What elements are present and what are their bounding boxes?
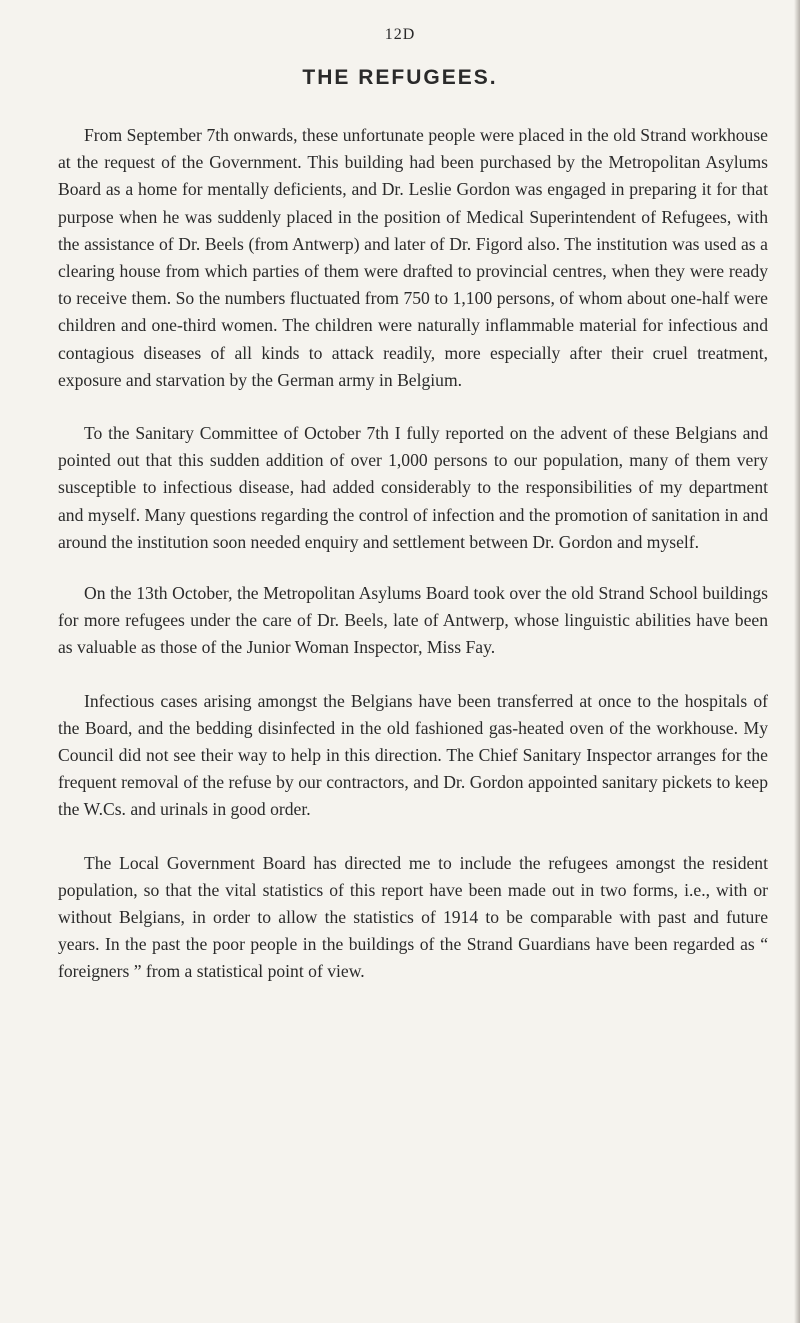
paragraph: The Local Government Board has directed me to include the refugees amongst the resident population, so that the vital statistics of this report have been made out in two forms, i.e., with or without Belgians, in order to allow the statistics of 1914 to be comparable with past and future years. In the past the poor people in the buildings of the Strand Guardians have been regarded as “ foreigners ” from a statistical point of view.: [58, 852, 768, 982]
page-edge-shadow: [794, 0, 800, 1323]
paragraph: To the Sanitary Committee of October 7th I fully reported on the advent of these Belgians and pointed out that this sudden addition of over 1,000 persons to our population, many of them very susceptible to infectious disease, had added considerably to the responsibilities of my department and myself. Many questions regarding the control of infection and the promotion of sanitation in and around the institution soon needed enquiry and settlement between Dr. Gordon and myself.: [58, 423, 768, 552]
paragraph: Infectious cases arising amongst the Belgians have been transferred at once to the hospitals of the Board, and the bedding disinfected in the old fashioned gas-heated oven of the workhouse. My Council did not see their way to help in this direction. The Chief Sanitary Inspector arranges for the frequent removal of the refuse by our contractors, and Dr. Gordon appointed sanitary pickets to keep the W.Cs. and urinals in good order.: [58, 690, 768, 820]
page-title: THE REFUGEES.: [302, 66, 498, 89]
body-text: [58, 122, 768, 1012]
paragraph: On the 13th October, the Metropolitan Asylums Board took over the old Strand School buildings for more refugees under the care of Dr. Beels, late of Antwerp, whose linguistic abilities have been as valuable as those of the Junior Woman Inspector, Miss Fay.: [58, 583, 768, 658]
paragraph: From September 7th onwards, these unfortunate people were placed in the old Strand workhouse at the request of the Government. This building had been purchased by the Metropolitan Asylums Board as a home for mentally deficients, and Dr. Leslie Gordon was engaged in preparing it for that purpose when he was suddenly placed in the position of Medical Superintendent of Refugees, with the assistance of Dr. Beels (from Antwerp) and later of Dr. Figord also. The institution was used as a clearing house from which parties of them were drafted to provincial centres, when they were ready to receive them. So the numbers fluctuated from 750 to 1,100 persons, of whom about one-half were children and one-third women. The children were naturally inflammable material for infectious and contagious diseases of all kinds to attack readily, more especially after their cruel treatment, exposure and starvation by the German army in Belgium.: [58, 125, 768, 390]
page-number: 12D: [384, 26, 416, 43]
